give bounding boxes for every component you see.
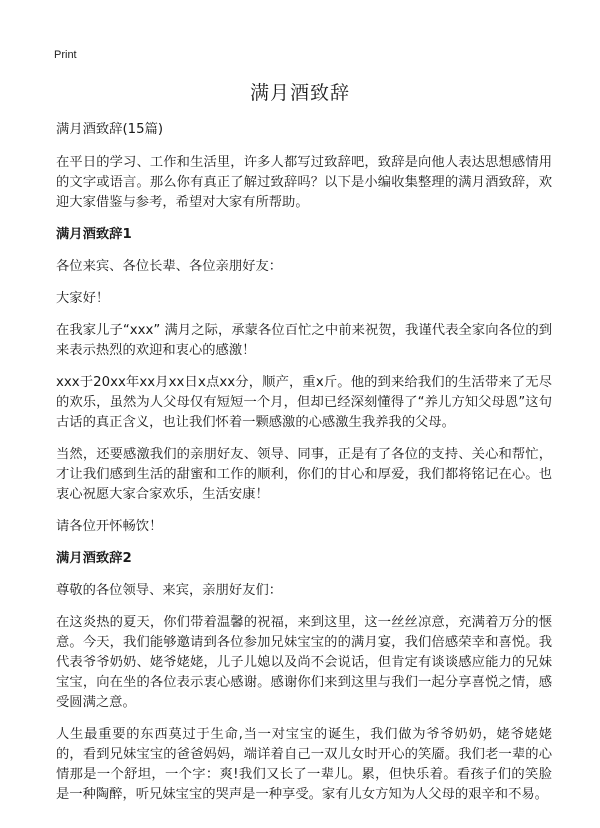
print-link[interactable]: Print <box>54 49 77 61</box>
subtitle: 满月酒致辞(15篇) <box>56 122 164 137</box>
paragraph: 请各位开怀畅饮！ <box>56 519 163 534</box>
page-title: 满月酒致辞 <box>249 82 350 104</box>
paragraph: 人生最重要的东西莫过于生命,当一对宝宝的诞生，我们做为爷爷奶奶，姥爷姥姥的，看到兄妹宝宝的爸爸妈妈，端详着自己一双儿女时开心的笑靥。我们老一辈的心情那是一个舒坦，一个字：爽!我们又长了一辈儿。累，但快乐着。看孩子们的笑脸是一种陶醉，听兄妹宝宝的哭声是一种享受。家有儿女方知为人父母的艰辛和不易。 <box>56 727 552 802</box>
section-heading-2: 满月酒致辞2 <box>56 551 132 566</box>
paragraph: xxx于20xx年xx月xx日x点xx分，顺产，重x斤。他的到来给我们的生活带来了无尽的欢乐，虽然为人父母仅有短短一个月，但却已经深刻懂得了“养儿方知父母恩”这句古话的真正含义，也让我们怀着一颗感激的心感激生我养我的父母。 <box>56 375 552 430</box>
paragraph: 在这炎热的夏天，你们带着温馨的祝福，来到这里，这一丝丝凉意，充满着万分的惬意。今天，我们能够邀请到各位参加兄妹宝宝的的满月宴，我们倍感荣幸和喜悦。我代表爷爷奶奶、姥爷姥姥，儿子儿媳以及尚不会说话，但肯定有谈谈感应能力的兄妹宝宝，向在坐的各位表示衷心感谢。感谢你们来到这里与我们一起分享喜悦之情，感受圆满之意。 <box>56 615 552 710</box>
paragraph: 尊敬的各位领导、来宾，亲朋好友们： <box>56 583 283 598</box>
paragraph: 当然，还要感激我们的亲朋好友、领导、同事，正是有了各位的支持、关心和帮忙，才让我们感到生活的甜蜜和工作的顺利，你们的甘心和厚爱，我们都将铭记在心。也衷心祝愿大家合家欢乐，生活安康！ <box>56 447 552 502</box>
document-body <box>56 120 552 817</box>
intro-paragraph: 在平日的学习、工作和生活里，许多人都写过致辞吧，致辞是向他人表达思想感情用的文字或语言。那么你有真正了解过致辞吗？以下是小编收集整理的满月酒致辞，欢迎大家借鉴与参考，希望对大家有所帮助。 <box>56 155 552 210</box>
section-heading-1: 满月酒致辞1 <box>56 227 132 242</box>
paragraph: 各位来宾、各位长辈、各位亲朋好友： <box>56 259 283 274</box>
paragraph: 在我家儿子“xxx” 满月之际，承蒙各位百忙之中前来祝贺，我谨代表全家向各位的到来表示热烈的欢迎和衷心的感激！ <box>56 323 552 358</box>
paragraph: 大家好！ <box>56 291 110 306</box>
